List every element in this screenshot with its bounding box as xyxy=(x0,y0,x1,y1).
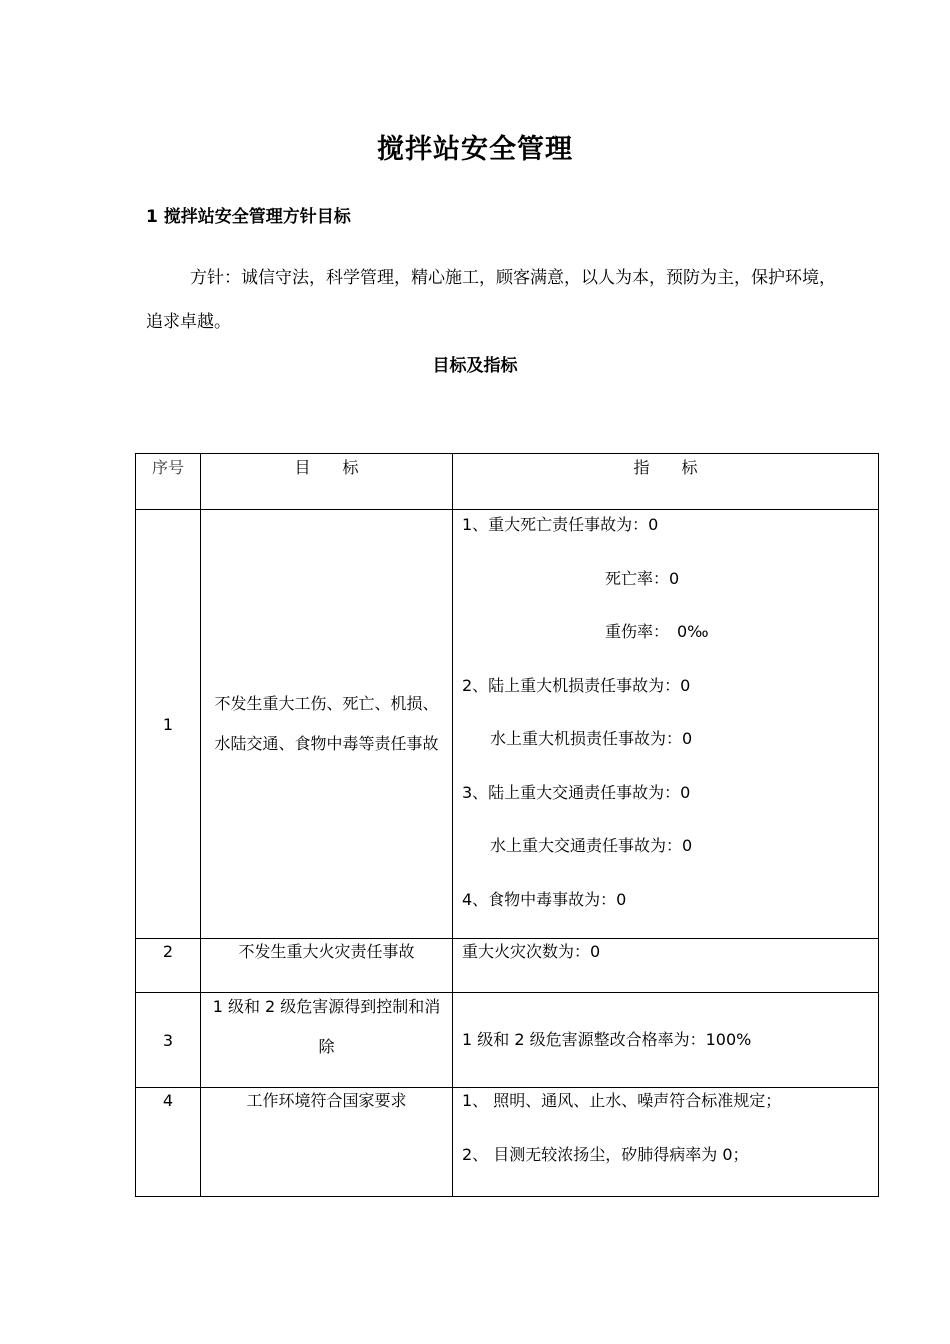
row-number: 1 xyxy=(136,510,201,939)
row-goal-cell xyxy=(201,993,453,1088)
indicator-item: 水上重大机损责任事故为：0 xyxy=(490,729,693,748)
indicator-list xyxy=(453,498,878,926)
row-goal: 不发生重大火灾责任事故 xyxy=(201,939,453,993)
indicator-item: 3、陆上重大交通责任事故为：0 xyxy=(462,782,691,802)
row-number: 4 xyxy=(136,1088,201,1197)
row-goal: 工作环境符合国家要求 xyxy=(201,1088,453,1197)
table-row xyxy=(136,510,879,939)
indicator-item: 2、 目测无较浓扬尘，矽肺得病率为 0； xyxy=(462,1145,749,1164)
table-caption: 目标及指标 xyxy=(432,356,518,376)
row-goal: 1 级和 2 级危害源得到控制和消除 xyxy=(212,997,441,1056)
table-row xyxy=(136,1088,879,1197)
header-goal xyxy=(201,454,453,510)
header-indicator-label: 指 标 xyxy=(633,458,698,477)
section-heading: 1 搅拌站安全管理方针目标 xyxy=(146,207,351,227)
indicator-item: 1、 照明、通风、止水、噪声符合标准规定； xyxy=(462,1091,782,1110)
row-indicators-cell xyxy=(453,510,879,939)
row-goal-cell xyxy=(201,510,453,939)
header-goal-label: 目 标 xyxy=(294,458,359,477)
row-indicators-cell xyxy=(453,1088,879,1197)
row-indicators-cell xyxy=(453,939,879,993)
header-number xyxy=(136,454,201,510)
indicator-list xyxy=(453,1074,878,1182)
document-title: 搅拌站安全管理 xyxy=(377,134,573,165)
indicator-item: 4、食物中毒事故为：0 xyxy=(462,889,627,909)
policy-paragraph: 方针：诚信守法，科学管理，精心施工，顾客满意，以人为本，预防为主，保护环境，追求卓越。 xyxy=(146,268,836,332)
header-number-label: 序号 xyxy=(151,458,184,477)
goals-indicators-table xyxy=(135,453,879,1197)
row-goal: 不发生重大工伤、死亡、机损、水陆交通、食物中毒等责任事故 xyxy=(214,694,439,753)
indicator-item: 1、重大死亡责任事故为：0 xyxy=(462,515,659,534)
row-number: 3 xyxy=(136,993,201,1088)
table-row xyxy=(136,939,879,993)
row-number: 2 xyxy=(136,939,201,993)
indicator-item: 2、陆上重大机损责任事故为：0 xyxy=(462,675,691,695)
indicator-item: 1 级和 2 级危害源整改合格率为：100% xyxy=(462,1030,752,1049)
indicator-item: 水上重大交通责任事故为：0 xyxy=(490,836,693,855)
indicator-item: 重大火灾次数为：0 xyxy=(462,942,601,961)
indicator-item: 重伤率： 0‰ xyxy=(605,622,709,641)
indicator-item: 死亡率：0 xyxy=(605,568,680,588)
